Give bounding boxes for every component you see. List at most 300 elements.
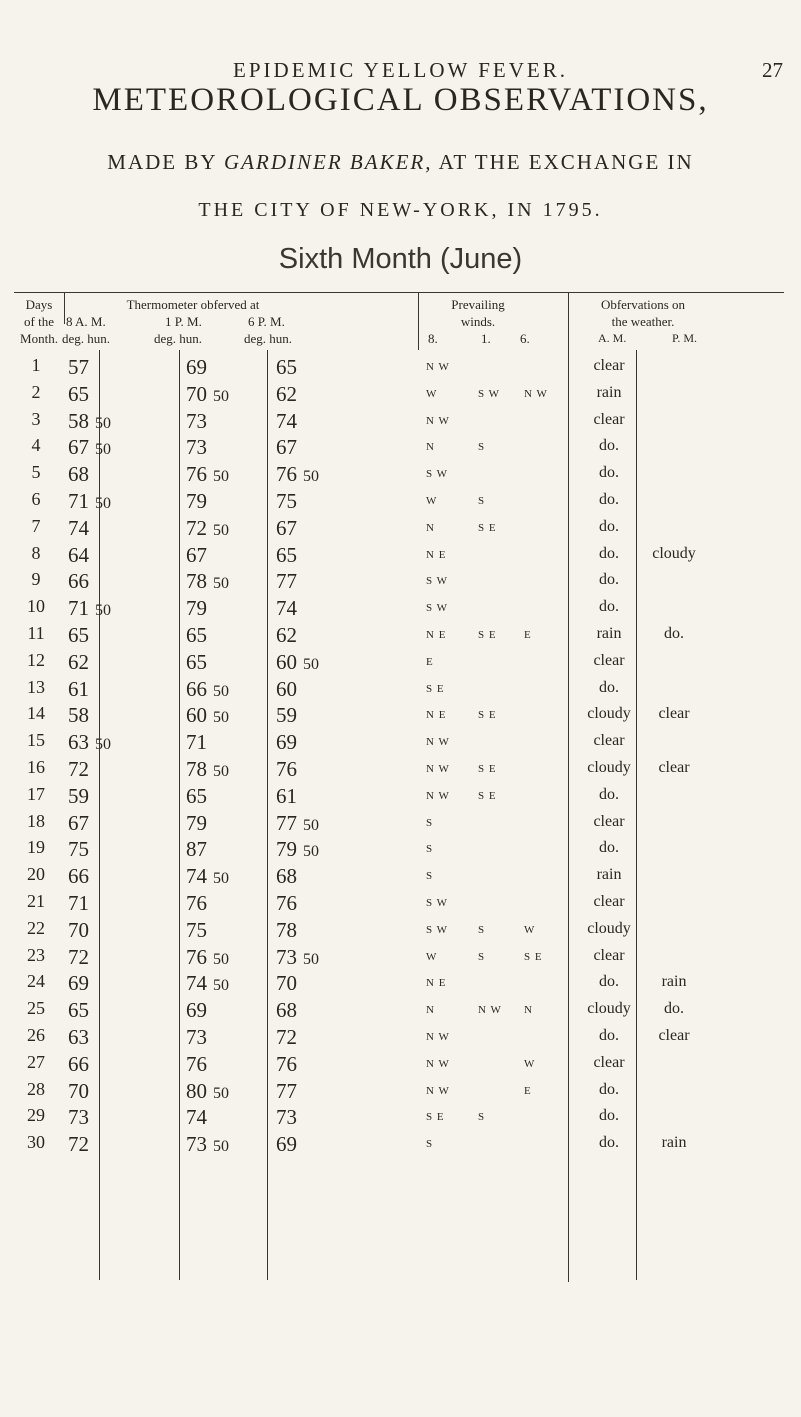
temp-8am [68,864,95,889]
wind-8: W [426,495,438,507]
temp-1pm [186,409,213,434]
temp-8am [68,489,111,514]
weather-am: rain [596,383,622,401]
temp-6pm [276,382,303,407]
temp-6pm [276,1025,303,1050]
temp-6pm-deg: 77 [276,810,297,835]
weather-am: clear [593,946,625,964]
wind-8: N W [426,1084,450,1097]
temp-6pm-deg: 60 [276,676,297,701]
temp-1pm-deg: 69 [186,998,207,1023]
temp-8am-deg: 73 [68,1105,89,1130]
wind-8: N E [426,709,447,722]
winds-header-line: Prevailing [451,297,505,312]
thermo-unit-1pm: deg. hun. [154,331,203,346]
temp-8am-deg: 61 [68,676,89,701]
wind-1: S E [478,709,497,722]
temp-8am-deg: 70 [68,1078,89,1103]
weather-pm: clear [658,759,690,776]
table-row [0,703,801,730]
temp-1pm-deg: 65 [186,783,207,808]
temp-1pm [186,998,213,1023]
thermo-unit-8am: deg. hun. [62,331,111,346]
table-row [0,998,801,1025]
temp-6pm [276,596,303,621]
temp-8am [68,837,95,862]
temp-1pm-deg: 72 [186,515,207,540]
temp-8am-deg: 66 [68,864,89,889]
temp-6pm-deg: 65 [276,355,297,379]
temp-8am-hun: 50 [95,441,111,459]
temp-6pm [276,409,303,434]
temp-8am [68,703,95,728]
weather-pm: cloudy [652,544,696,562]
temp-6pm-hun: 50 [303,816,319,834]
weather-am: clear [593,651,625,669]
temp-8am-deg: 66 [68,569,89,594]
temp-1pm-deg: 79 [186,489,207,513]
table-row [0,1052,801,1079]
temp-8am [68,543,95,568]
temp-6pm [276,543,303,568]
days-header-line: Month. [20,331,58,346]
rule-days [64,292,65,324]
temp-8am [68,998,95,1023]
winds-header [418,296,538,330]
temp-1pm-hun: 50 [213,977,229,995]
page-title: METEOROLOGICAL OBSERVATIONS, [92,82,709,118]
temp-1pm [186,1052,213,1077]
temp-1pm-hun: 50 [213,709,229,727]
temp-1pm-deg: 73 [186,1132,207,1157]
temp-1pm-deg: 73 [186,435,207,460]
day-number: 21 [27,891,45,911]
table-row [0,1025,801,1052]
temp-8am [68,891,95,916]
day-number: 10 [27,596,45,617]
temp-1pm [186,623,213,648]
temp-8am [68,409,111,434]
wind-1: S [478,495,486,507]
temp-8am [68,811,95,836]
temp-1pm-hun: 50 [213,1138,229,1156]
temp-6pm [276,462,319,487]
temp-6pm [276,516,303,541]
temp-6pm-deg: 76 [276,462,297,487]
weather-am: cloudy [587,759,631,776]
temp-8am-deg: 67 [68,810,89,835]
temp-1pm [186,1105,213,1130]
wind-8: N W [426,736,450,749]
temp-1pm-deg: 66 [186,676,207,701]
weather-am: rain [596,625,622,642]
temp-1pm-deg: 67 [186,542,207,567]
temp-6pm [276,864,303,889]
wind-8: N E [426,548,447,561]
day-number: 7 [31,515,41,536]
weather-pm: clear [658,705,690,723]
temp-8am [68,382,95,407]
page-number: 27 [762,58,783,82]
temp-6pm-deg: 62 [276,381,297,406]
weather-am: cloudy [587,919,631,937]
temp-1pm-hun: 50 [213,387,229,405]
temp-8am [68,355,95,380]
temp-8am [68,623,95,648]
temp-8am-deg: 67 [68,435,89,460]
temp-1pm [186,650,213,675]
temp-8am-deg: 59 [68,783,89,808]
wind-8: N W [426,361,450,373]
temp-8am [68,757,95,782]
temp-8am-deg: 74 [68,515,89,540]
temp-6pm-deg: 61 [276,783,297,808]
temp-6pm-deg: 65 [276,542,297,567]
temp-1pm-hun: 50 [213,468,229,486]
temp-6pm-deg: 74 [276,596,297,621]
temp-8am-hun: 50 [95,602,111,620]
temp-1pm [186,864,229,889]
wind-1: S E [478,521,497,534]
day-number: 15 [27,730,45,751]
temp-6pm-deg: 77 [276,1078,297,1103]
temp-1pm-deg: 73 [186,1025,207,1049]
thermometer-header: Thermometer obferved at [126,297,260,312]
temp-8am-deg: 72 [68,944,89,969]
temp-8am-deg: 69 [68,971,89,996]
day-number: 22 [27,917,45,938]
wind-1: S E [478,629,497,641]
observations-header [568,296,718,330]
temp-1pm-deg: 76 [186,944,207,969]
temp-1pm [186,1132,229,1157]
table-row [0,596,801,623]
day-number: 30 [27,1132,45,1153]
temp-6pm-deg: 62 [276,623,297,647]
table-row [0,623,801,650]
temp-1pm-deg: 76 [186,462,207,487]
thermo-time-1pm: 1 P. M. [165,314,202,329]
winds-time-6: 6. [520,331,530,346]
day-number: 28 [27,1078,45,1099]
day-number: 26 [27,1025,45,1045]
weather-am: do. [599,437,619,455]
wind-8: S [426,816,434,829]
temp-6pm-hun: 50 [303,655,319,673]
temp-8am [68,784,95,809]
day-number: 9 [31,569,41,590]
wind-8: N W [426,763,450,775]
wind-6: S E [524,950,543,963]
wind-8: S W [426,468,449,481]
table-row [0,382,801,409]
weather-am: do. [599,598,619,616]
temp-1pm-deg: 74 [186,1105,207,1130]
temp-6pm [276,355,303,380]
temp-6pm-deg: 67 [276,515,297,540]
day-number: 3 [31,408,41,429]
temp-1pm-deg: 79 [186,596,207,621]
temp-1pm [186,543,213,568]
wind-6: E [524,629,532,641]
weather-am: do. [599,571,619,589]
temp-6pm-deg: 77 [276,569,297,594]
temp-1pm-deg: 69 [186,355,207,379]
temp-6pm [276,918,303,943]
temp-1pm-hun: 50 [213,870,229,888]
temp-8am-deg: 65 [68,623,89,647]
temp-8am-deg: 65 [68,998,89,1023]
wind-8: S W [426,923,449,936]
day-number: 4 [31,435,41,456]
subtitle-prefix: MADE BY [107,150,217,174]
temp-1pm [186,1025,213,1050]
days-header-line: Days [25,297,53,312]
observer-name: GARDINER BAKER, [224,150,433,174]
weather-am: do. [599,1134,619,1152]
temp-6pm-hun: 50 [303,950,319,968]
temp-1pm-deg: 60 [186,703,207,728]
winds-header-line: winds. [460,314,496,329]
temp-6pm-deg: 67 [276,435,297,460]
weather-am: do. [599,1027,619,1044]
temp-1pm-deg: 73 [186,408,207,433]
temp-1pm [186,677,229,702]
wind-8: N [426,1004,435,1017]
temp-6pm-deg: 70 [276,971,297,996]
temp-1pm [186,811,213,836]
day-number: 23 [27,944,45,965]
temp-6pm [276,650,319,675]
temp-8am-deg: 63 [68,1025,89,1049]
wind-8: E [426,655,434,668]
temp-8am [68,435,111,460]
temp-1pm-hun: 50 [213,950,229,968]
temp-8am-deg: 62 [68,649,89,674]
temp-6pm-deg: 60 [276,649,297,674]
thermo-unit-6pm: deg. hun. [244,331,293,346]
temp-8am [68,569,95,594]
weather-am: do. [599,1080,619,1098]
temp-6pm-deg: 79 [276,837,297,862]
temp-8am [68,918,95,943]
temp-1pm-hun: 50 [213,763,229,780]
table-row [0,650,801,677]
temp-1pm-deg: 65 [186,623,207,647]
weather-pm: do. [664,1000,684,1018]
wind-1: S W [478,387,501,400]
temp-1pm [186,730,213,755]
winds-time-1: 1. [481,331,491,346]
temp-1pm [186,918,213,943]
table-row [0,730,801,757]
temp-6pm [276,891,303,916]
temp-8am-deg: 71 [68,596,89,621]
day-number: 11 [27,623,45,643]
temp-6pm [276,489,303,514]
table-row [0,569,801,596]
day-number: 18 [27,810,45,831]
table-top-rule [14,292,784,293]
temp-1pm [186,435,213,460]
temp-8am-deg: 66 [68,1051,89,1076]
weather-am: do. [599,544,619,562]
temp-8am-hun: 50 [95,495,111,512]
temp-6pm [276,1079,303,1104]
temp-6pm-deg: 76 [276,1051,297,1076]
temp-6pm-deg: 73 [276,1105,297,1130]
temp-1pm-deg: 71 [186,730,207,755]
weather-am: clear [593,812,625,830]
obs-time-pm: P. M. [672,331,698,345]
temp-1pm-deg: 76 [186,1051,207,1076]
day-number: 20 [27,864,45,885]
table-row [0,891,801,918]
temp-1pm-deg: 87 [186,837,207,862]
temp-6pm-deg: 59 [276,703,297,728]
wind-1: S [478,441,486,454]
day-number: 12 [27,649,45,670]
temp-1pm [186,596,213,621]
temp-6pm [276,1132,303,1157]
table-row [0,516,801,543]
table-row [0,355,801,382]
temp-1pm [186,945,229,970]
temp-8am-deg: 75 [68,837,89,862]
wind-6: N W [524,387,548,400]
running-head: EPIDEMIC YELLOW FEVER. [233,58,568,82]
weather-am: clear [593,1053,625,1071]
temp-6pm [276,837,319,862]
temp-6pm-hun: 50 [303,843,319,861]
wind-6: E [524,1084,532,1097]
temp-8am-deg: 71 [68,489,89,513]
temp-6pm [276,703,303,728]
subtitle-line-2: THE CITY OF NEW-YORK, IN 1795. [198,199,603,221]
table-row [0,864,801,891]
weather-am: cloudy [587,705,631,723]
table-row [0,1132,801,1159]
table-row [0,757,801,784]
temp-6pm [276,784,303,809]
temp-8am-deg: 65 [68,381,89,406]
subtitle-suffix: AT THE EXCHANGE IN [438,150,694,174]
temp-8am [68,1052,95,1077]
temp-6pm [276,569,303,594]
wind-8: N E [426,629,447,641]
weather-am: do. [599,491,619,508]
temp-6pm [276,435,303,460]
temp-8am-deg: 58 [68,408,89,433]
weather-pm: do. [664,625,684,642]
days-header [14,296,64,347]
temp-6pm [276,757,303,782]
temp-8am [68,1079,95,1104]
temp-1pm [186,382,229,407]
winds-time-8: 8. [428,331,438,346]
wind-8: N W [426,1057,450,1070]
temp-8am-deg: 63 [68,730,89,755]
temp-6pm [276,1105,303,1130]
temp-6pm-deg: 68 [276,864,297,889]
wind-1: S [478,1111,486,1124]
temp-6pm-deg: 68 [276,998,297,1023]
temp-6pm-deg: 76 [276,891,297,915]
wind-8: S [426,870,434,883]
day-number: 19 [27,837,45,858]
temp-1pm [186,462,229,487]
weather-am: cloudy [587,1000,631,1018]
temp-8am [68,650,95,675]
day-number: 1 [31,355,41,375]
obs-time-am: A. M. [598,331,627,345]
weather-pm: clear [658,1027,690,1044]
table-row [0,1105,801,1132]
temp-8am-deg: 68 [68,462,89,487]
temp-6pm [276,730,303,755]
rule-winds-left [418,292,419,350]
weather-am: clear [593,732,625,750]
temp-8am-deg: 72 [68,1132,89,1157]
wind-8: N [426,521,435,534]
wind-8: S W [426,602,449,615]
temp-8am-deg: 64 [68,542,89,567]
temp-1pm [186,489,213,514]
table-row [0,918,801,945]
weather-am: clear [593,893,625,910]
temp-8am-deg: 71 [68,891,89,915]
temp-8am-deg: 70 [68,917,89,942]
wind-8: N [426,441,435,454]
table-row [0,1079,801,1106]
weather-am: do. [599,785,619,803]
temp-1pm-deg: 78 [186,569,207,594]
temp-8am [68,945,95,970]
temp-6pm [276,677,303,702]
table-row [0,811,801,838]
weather-am: do. [599,517,619,535]
temp-1pm [186,837,213,862]
weather-am: do. [599,1107,619,1125]
wind-6: W [524,1057,536,1070]
wind-1: S E [478,789,497,802]
day-number: 27 [27,1051,45,1072]
table-row [0,677,801,704]
table-row [0,462,801,489]
day-number: 8 [31,542,41,563]
day-number: 17 [27,783,45,804]
table-row [0,409,801,436]
temp-6pm-deg: 78 [276,917,297,942]
day-number: 14 [27,703,45,724]
temp-6pm-deg: 69 [276,730,297,755]
day-number: 29 [27,1105,45,1126]
temp-8am [68,1025,95,1050]
temp-1pm [186,516,229,541]
temp-1pm [186,703,229,728]
temp-1pm-hun: 50 [213,521,229,539]
temp-1pm [186,1079,229,1104]
temp-8am-hun: 50 [95,414,111,432]
temp-8am [68,730,111,755]
temp-6pm-deg: 69 [276,1132,297,1157]
thermo-time-6pm: 6 P. M. [248,314,285,329]
temp-1pm-deg: 78 [186,757,207,781]
temp-8am [68,516,95,541]
wind-8: N W [426,789,450,802]
wind-1: S E [478,763,497,775]
wind-6: N [524,1004,533,1017]
